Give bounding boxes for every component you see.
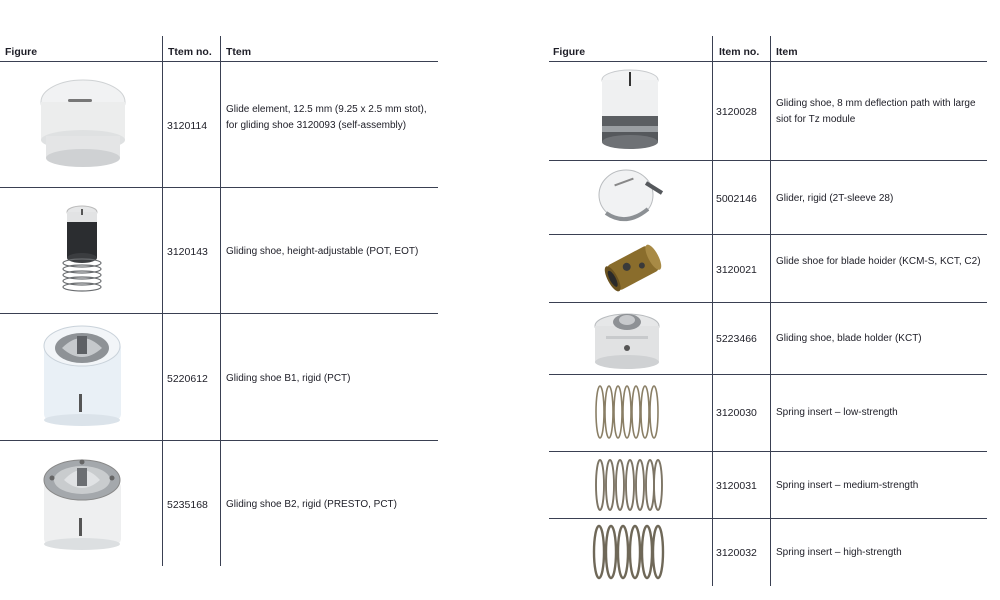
gliding-shoe-b2-image (40, 450, 125, 552)
gliding-shoe-b1-image (40, 322, 125, 427)
item-description: Spring insert – high-strength (776, 547, 902, 558)
item-number: 3120032 (716, 547, 757, 559)
item-description: Spring insert – low-strength (776, 407, 898, 418)
item-number: 3120028 (716, 106, 757, 118)
item-description: Spring insert – medium-strength (776, 480, 919, 491)
right-row-rule (549, 451, 987, 452)
white-glide-element-image (38, 72, 128, 172)
right-row-rule (549, 234, 987, 235)
right-column-rule (770, 36, 771, 586)
right-row-rule (549, 302, 987, 303)
rigid-glider-image (596, 165, 666, 227)
item-description: Gliding shoe, height-adjustable (POT, EOT) (226, 246, 419, 257)
item-number: 5223466 (716, 333, 757, 345)
item-number: 3120030 (716, 407, 757, 419)
left-header-rule (0, 61, 438, 62)
left-row-rule (0, 313, 438, 314)
right-row-rule (549, 518, 987, 519)
right-header-rule (549, 61, 987, 62)
item-description: Gliding shoe B1, rigid (PCT) (226, 373, 351, 384)
left-header-item: Ttem (226, 46, 252, 58)
left-row-rule (0, 440, 438, 441)
right-header-item: Item (776, 46, 798, 58)
item-number: 3120021 (716, 264, 757, 276)
right-header-item-no: Item no. (719, 46, 760, 58)
right-header-figure: Figure (553, 46, 586, 58)
item-description: Glide element, 12.5 mm (9.25 x 2.5 mm stot), for gliding shoe 3120093 (self-assembly) (226, 104, 427, 131)
item-number: 5235168 (167, 499, 208, 511)
tz-module-shoe-image (598, 66, 662, 156)
left-column-rule (162, 36, 163, 566)
item-number: 5220612 (167, 373, 208, 385)
left-header-item-no: Ttem no. (168, 46, 212, 58)
spring-high-image (590, 522, 668, 582)
left-column-rule (220, 36, 221, 566)
blade-holder-glide-shoe-image (598, 240, 668, 296)
item-description: Gliding shoe B2, rigid (PRESTO, PCT) (226, 499, 397, 510)
item-number: 3120143 (167, 246, 208, 258)
item-description: Glider, rigid (2T-sleeve 28) (776, 193, 894, 204)
item-number: 3120114 (167, 120, 208, 132)
height-adjustable-shoe-image (52, 200, 112, 300)
item-number: 5002146 (716, 193, 757, 205)
item-description: Gliding shoe, blade holder (KCT) (776, 333, 922, 344)
right-column-rule (712, 36, 713, 586)
spring-medium-image (592, 456, 666, 514)
spring-low-image (592, 382, 666, 442)
item-description: Gliding shoe, 8 mm deflection path with large siot for Tz module (776, 98, 976, 125)
left-header-figure: Figure (5, 46, 38, 58)
item-number: 3120031 (716, 480, 757, 492)
right-row-rule (549, 374, 987, 375)
right-row-rule (549, 160, 987, 161)
item-description: Glide shoe for blade hoider (KCM-S, KCT, C2) (776, 256, 981, 267)
left-row-rule (0, 187, 438, 188)
kct-blade-holder-shoe-image (592, 306, 662, 370)
